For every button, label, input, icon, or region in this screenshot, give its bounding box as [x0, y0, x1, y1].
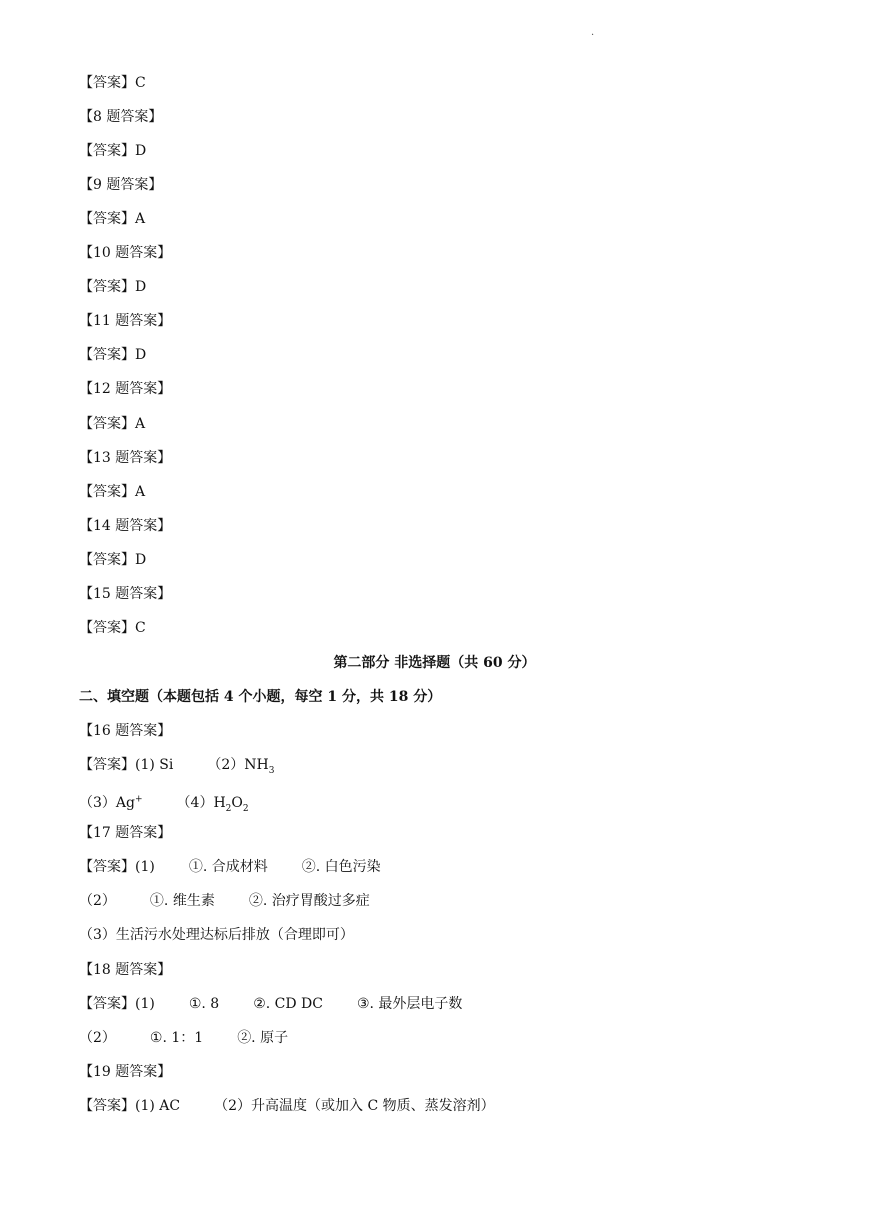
question-16-heading: 【16 题答案】 [79, 723, 172, 739]
question-11-heading: 【11 题答案】 [79, 313, 172, 329]
section2-title: 二、填空题（本题包括 4 个小题，每空 1 分，共 18 分） [79, 689, 442, 705]
question-15-heading: 【15 题答案】 [79, 586, 172, 602]
question-12-heading: 【12 题答案】 [79, 381, 172, 397]
answer-16-line1 [79, 756, 274, 780]
question-8-heading: 【8 题答案】 [79, 109, 163, 125]
answer-17-2-ii: ②. 治疗胃酸过多症 [248, 893, 370, 909]
answer-17-2-i: ①. 维生素 [149, 893, 215, 909]
answer-13: 【答案】A [79, 484, 146, 500]
question-19-heading: 【19 题答案】 [79, 1064, 172, 1080]
answer-18-line2: （2） ①. 1：1 ②. 原子 [79, 1030, 289, 1046]
answer-7: 【答案】C [79, 75, 146, 91]
answer-17-line2: （2） ①. 维生素 ②. 治疗胃酸过多症 [79, 893, 370, 909]
answer-12: 【答案】A [79, 416, 146, 432]
answer-16-part4: $(4)H_2O_2$ [176, 794, 249, 814]
answer-18-1-iii: ③. 最外层电子数 [356, 996, 463, 1012]
answer-17-1-i: ①. 合成材料 [188, 859, 268, 875]
answer-16-part1: 【答案】(1) Si [79, 757, 174, 773]
question-13-heading: 【13 题答案】 [79, 450, 172, 466]
answer-18-2-i: ①. 1：1 [149, 1030, 204, 1046]
question-17-heading: 【17 题答案】 [79, 825, 172, 841]
answer-15: 【答案】C [79, 620, 146, 636]
answer-18-1-ii: ②. CD DC [253, 996, 323, 1012]
answer-17-line1: 【答案】(1) ①. 合成材料 ②. 白色污染 [79, 859, 381, 875]
answer-18-1-i: ①. 8 [188, 996, 220, 1012]
answer-14: 【答案】D [79, 552, 147, 568]
answer-18-2-ii: ②. 原子 [237, 1030, 289, 1046]
answer-19-line1: 【答案】(1) AC （2）升高温度（或加入 C 物质、蒸发溶剂） [79, 1098, 495, 1114]
answer-16-line2 [79, 790, 249, 817]
question-18-heading: 【18 题答案】 [79, 962, 172, 978]
header-mark: · [591, 30, 595, 41]
answer-8: 【答案】D [79, 143, 147, 159]
answer-17-1-ii: ②. 白色污染 [301, 859, 381, 875]
answer-18-line1: 【答案】(1) ①. 8 ②. CD DC ③. 最外层电子数 [79, 996, 463, 1012]
answer-16-part3: （3）Ag+ [79, 794, 143, 811]
question-14-heading: 【14 题答案】 [79, 518, 172, 534]
part2-title: 第二部分 非选择题（共 60 分） [333, 655, 536, 671]
answer-10: 【答案】D [79, 279, 147, 295]
answer-16-part2: $(2)NH_3$ [207, 757, 275, 776]
question-10-heading: 【10 题答案】 [79, 245, 172, 261]
answer-11: 【答案】D [79, 347, 147, 363]
answer-17-line3: （3）生活污水处理达标后排放（合理即可） [79, 927, 354, 943]
question-9-heading: 【9 题答案】 [79, 177, 163, 193]
answer-9: 【答案】A [79, 211, 146, 227]
